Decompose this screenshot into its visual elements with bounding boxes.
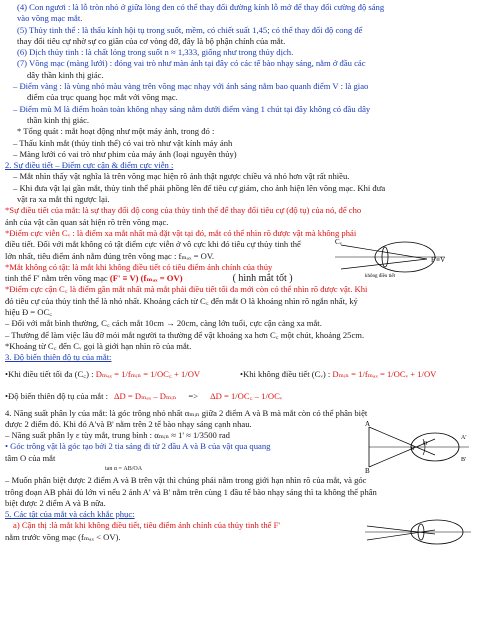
text-line: điểm của trục quang học mắt với võng mạc. (27, 92, 178, 103)
text-line (5, 520, 353, 531)
text-line: (5) Thủy tinh thể : là thấu kính hội tụ trong suốt, mềm, có chiết suất 1,45; có thể thay đổi độ cong để (17, 24, 363, 35)
section-heading: 5. Các tật của mắt và cách khắc phục: (5, 509, 135, 520)
eye-caption: không điều tiết (365, 274, 395, 280)
text-line: *Điểm cực cận C꜀ là điểm gần mắt nhất mà mắt phải điều tiết tối đa mới còn có thể nhìn rõ được vật. Khi (5, 284, 368, 295)
text-line: vật ra xa mắt thì ngược lại. (17, 194, 110, 205)
text-span: a) Cận thị :là mắt khi không điều tiết, tiêu điểm ảnh chính của thủy tinh thể F' (13, 520, 280, 531)
formula-row (5, 364, 472, 386)
text-line: nằm trước võng mạc (fₘₐₓ < OV). (5, 531, 121, 542)
point-a2-label: A' (461, 434, 467, 441)
text-line: – Thường để làm việc lâu đỡ mỏi mắt người ta thường để vật khoảng xa hơn C꜀ một chút, khoảng 25cm. (5, 329, 365, 340)
myopia-diagram (365, 518, 475, 546)
formula-label: •Độ biến thiên độ tụ của mắt : (5, 390, 109, 401)
formula-text: Dₘᵢₙ = 1/fₘₐₓ = 1/OCᵥ + 1/OV (332, 368, 437, 379)
text-line: – Đối với mắt bình thường, C꜀ cách mắt 10cm → 20cm, càng lớn tuổi, cực cận càng xa mắt. (5, 318, 322, 329)
text-line: 4. Năng suất phân ly của mắt: là góc trông nhỏ nhất αₘᵢₙ giữa 2 điểm A và B mà mắt còn có thể phân biệt (5, 407, 368, 418)
fv-label: F'≡V (431, 256, 446, 265)
text-line: – Mắt nhìn thấy vật nghĩa là trên võng mạc hiện rõ ảnh thật ngược chiều và nhỏ hơn vật rất nhiều. (13, 171, 350, 182)
text-line: • Góc trông vật là góc tạo bởi 2 tia sáng đi từ 2 đầu A và B của vật qua quang (5, 441, 271, 452)
cv-label: Cᵥ (335, 238, 342, 247)
text-line: – Thấu kính mắt (thủy tinh thể) có vai trò như vật kính máy ảnh (13, 137, 233, 148)
text-line: (4) Con ngươi : là lỗ tròn nhỏ ở giữa lòng đen có thể thay đổi đường kính lỗ mở để thay đổi cường độ sáng (17, 2, 385, 12)
text-line: tâm O của mắt (5, 452, 56, 463)
text-line: *Khoảng từ C꜀ đến Cᵥ gọi là giới hạn nhìn rõ của mắt. (5, 340, 192, 351)
text-line: tan α = AB/OA (105, 465, 143, 472)
text-line: * Tổng quát : mắt hoạt động như một máy ảnh, trong đó : (17, 126, 215, 137)
formula-dmin (240, 369, 436, 380)
text-span: tinh thể F' nằm trên võng mạc (5, 273, 110, 284)
text-line: *Điểm cực viễn Cᵥ : là điểm xa mắt nhất mà đặt vật tại đó, mắt có thể nhìn rõ được vật mà không phải (5, 227, 357, 238)
text-line: thần kinh thị giác. (27, 114, 90, 125)
formula-text: Dₘₐₓ = 1/fₘᵢₙ = 1/OC꜀ + 1/OV (95, 368, 201, 379)
text-line: được 2 điểm đó. Khi đó A'và B' nằm trên 2 tế bào nhạy sáng cạnh nhau. (5, 418, 252, 429)
formula-row (5, 386, 472, 408)
alpha-label: α (411, 445, 415, 452)
text-line: ảnh của vật cần quan sát hiện rõ trên võng mạc. (5, 216, 169, 227)
text-line: thay đổi tiêu cự nhờ sự co giãn của cơ vòng đỡ, đây là bộ phận chính của mắt. (17, 35, 286, 46)
text-line: – Khi đưa vật lại gần mắt, thủy tinh thể phải phồng lên để tiêu cự giảm, cho ảnh hiện lên võng mạc. Khi đưa (13, 182, 386, 193)
arrow-icon: => (188, 390, 199, 401)
formula-text: ΔD = 1/OC꜀ – 1/OCᵥ (210, 390, 283, 401)
section-heading: 3. Độ biến thiên độ tụ của mắt: (5, 352, 112, 363)
text-line: hiệu Đ = OC꜀ (5, 307, 53, 318)
text-line: – Điểm mù M là điểm hoàn toàn không nhạy sáng nằm dưới điểm vàng 1 chút tại đây không có đầu dây (13, 103, 371, 114)
section-heading: 2. Sự điều tiết – Điểm cực cận & điểm cực viễn : (5, 160, 174, 171)
text-line: (7) Võng mạc (màng lưới) : đóng vai trò như màn ảnh tại đây có các tế bào nhạy sáng, nằm ở đầu các (17, 58, 366, 69)
formula-text: ΔD = Dₘₐₓ – Dₘᵢₙ (114, 390, 177, 401)
text-line: dây thần kinh thị giác. (27, 69, 104, 80)
formula-dmax (5, 369, 240, 380)
text-line: (6) Dịch thủy tinh : là chất lỏng trong suốt n ≈ 1,333, giống như trong thủy dịch. (17, 47, 294, 58)
text-line: biệt được 2 điểm A và B nữa. (5, 497, 106, 508)
point-b-label: B (365, 466, 370, 473)
text-line: *Sự điều tiết của mắt: là sự thay đổi độ cong của thủy tinh thể để thay đổi tiêu cự (độ tụ) của nó, để cho (5, 205, 362, 216)
text-line: trông đoạn AB phải đủ lớn vì nếu 2 ảnh A' và B' nằm trên cùng 1 đầu tế bào nhạy sáng thì ta không thể phân (5, 486, 377, 497)
text-line: vào võng mạc mắt. (17, 13, 83, 24)
formula-label: •Khi không điều tiết (Cᵥ) : (240, 368, 333, 379)
text-line: *Mắt không có tật: là mắt khi không điều tiết có tiêu điểm ảnh chính của thủy (5, 261, 273, 272)
point-o-label: O (423, 440, 428, 447)
figure-caption: ( hình mắt tốt ) (232, 273, 293, 285)
text-line: – Điểm vàng : là vùng nhỏ màu vàng trên võng mạc nhạy với ánh sáng nằm bao quanh điểm V : là giao (13, 81, 369, 92)
text-line: đó tiêu cự của thủy tinh thể là nhỏ nhất. Khoảng cách từ C꜀ đến mắt O là khoảng nhìn rõ ngắn nhất, ký (5, 295, 358, 306)
text-line: lớn nhất, tiêu điểm ảnh nằm đúng trên võng mạc : fₘₐₓ = OV. (5, 250, 215, 261)
eye-condition: (F' ≡ V) (fₘₐₓ = OV) (109, 273, 183, 284)
text-line: – Màng lưới có vai trò như phim của máy ảnh (loại nguyên thủy) (13, 148, 237, 159)
normal-eye-diagram (335, 235, 470, 279)
resolution-diagram (365, 421, 475, 473)
formula-label: •Khi điều tiết tối đa (C꜀) : (5, 368, 96, 379)
text-line: – Muốn phân biệt được 2 điểm A và B trên vật thì chúng phải nằm trong giới hạn nhìn rõ của mắt, và góc (5, 475, 367, 486)
text-line: – Năng suất phân ly ε tùy mắt, trung bình : αₘᵢₙ ≈ 1' ≈ 1/3500 rad (5, 430, 230, 441)
text-line: điều tiết. Đối với mắt không có tật điểm cực viễn ở vô cực khi đó tiêu cự thủy tinh thể (5, 239, 301, 250)
point-a-label: A (365, 420, 371, 428)
point-b2-label: B' (461, 456, 467, 463)
